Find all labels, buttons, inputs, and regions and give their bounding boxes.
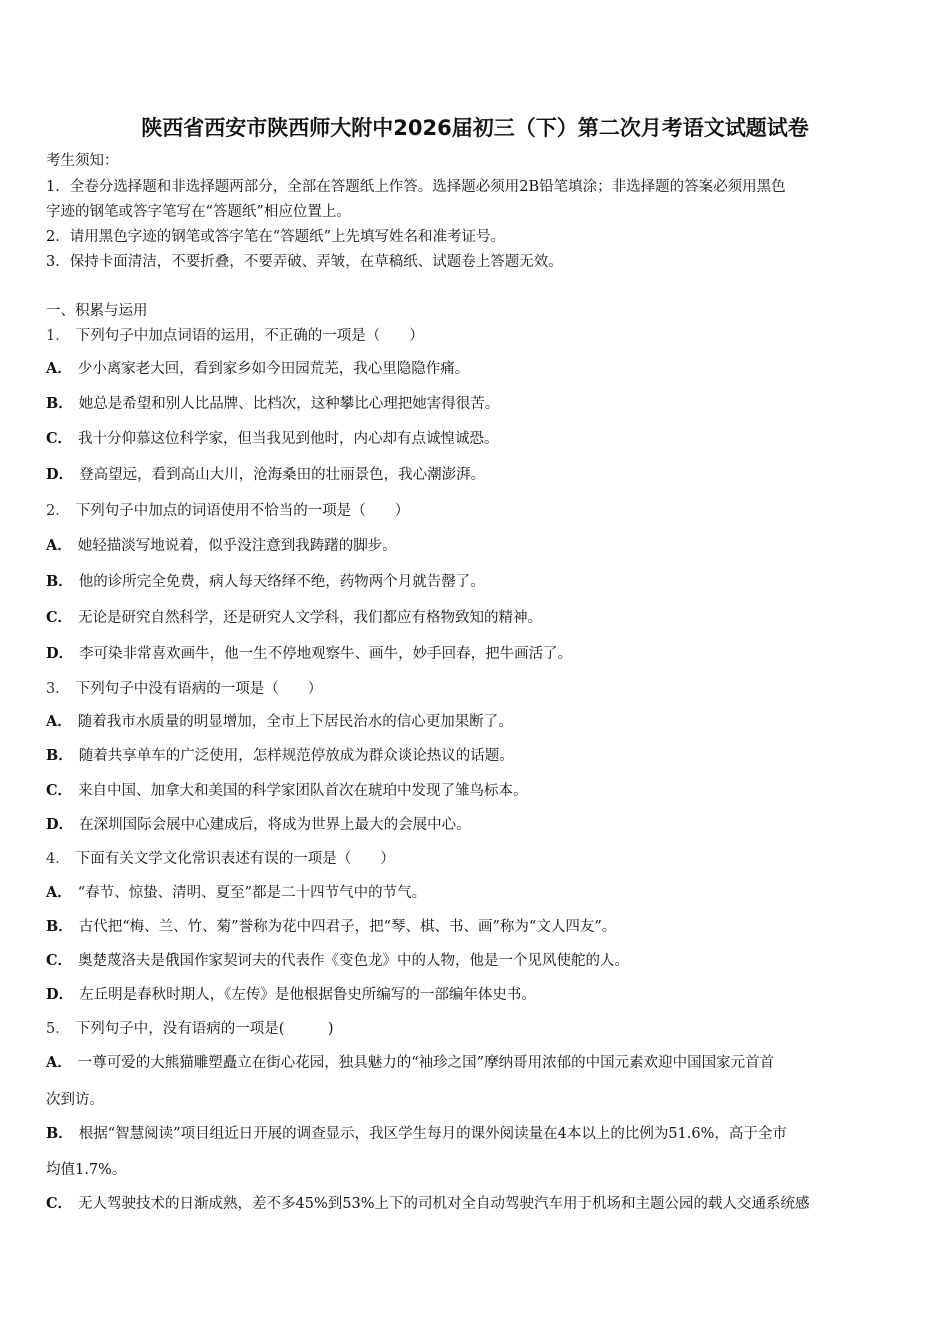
option-row [46, 746, 908, 766]
option-row [46, 394, 908, 414]
option-text: 左丘明是春秋时期人，《左传》是他根据鲁史所编写的一部编年体史书。 [79, 987, 536, 1003]
option-letter: B． [46, 747, 73, 764]
question-stem [46, 1019, 908, 1039]
option-letter: A． [46, 1054, 72, 1071]
option-text: 一尊可爱的大熊猫雕塑矗立在街心花园，独具魅力的“袖珍之国”摩纳哥用浓郁的中国元素欢迎中国国家元首首 [77, 1055, 775, 1071]
option-text: 奥楚蔑洛夫是俄国作家契诃夫的代表作《变色龙》中的人物，他是一个见风使舵的人。 [78, 953, 630, 969]
question-stem [46, 326, 908, 346]
option-letter: A． [46, 360, 72, 377]
question-text: 下列句子中加点的词语使用不恰当的一项是（ ） [75, 503, 410, 519]
option-letter: D． [46, 466, 74, 483]
option-row [46, 1194, 908, 1214]
option-text: 她总是希望和别人比品牌、比档次，这种攀比心理把她害得很苦。 [78, 396, 500, 412]
option-letter: B． [46, 395, 73, 412]
option-row [46, 815, 908, 835]
option-letter: D． [46, 986, 74, 1003]
option-row [46, 359, 908, 379]
option-row [46, 1124, 908, 1144]
question-number: 2． [46, 503, 70, 519]
option-row [46, 917, 908, 937]
question-text: 下列句子中加点词语的运用，不正确的一项是（ ） [75, 328, 424, 344]
option-letter: A． [46, 713, 72, 730]
option-letter: B． [46, 1125, 73, 1142]
question-text: 下列句子中没有语病的一项是（ ） [75, 681, 323, 697]
question-text: 下列句子中，没有语病的一项是( ) [75, 1021, 334, 1037]
option-letter: A． [46, 537, 72, 554]
option-text: 登高望远，看到高山大川，沧海桑田的壮丽景色，我心潮澎湃。 [79, 467, 486, 483]
notice-line: 1．全卷分选择题和非选择题两部分，全部在答题纸上作答。选择题必须用2B铅笔填涂；非选择题的答案必须用黑色 [46, 179, 786, 195]
question-number: 4． [46, 851, 70, 867]
option-continuation: 次到访。 [46, 1092, 104, 1108]
question-number: 1． [46, 328, 70, 344]
option-letter: B． [46, 573, 73, 590]
option-row [46, 781, 908, 801]
option-continuation: 均值1.7%。 [46, 1162, 127, 1178]
option-letter: C． [46, 609, 73, 626]
option-row [46, 429, 908, 449]
question-stem [46, 501, 908, 521]
question-text: 下面有关文学文化常识表述有误的一项是（ ） [75, 851, 395, 867]
option-text: “春节、惊蛰、清明、夏至”都是二十四节气中的节气。 [77, 885, 427, 901]
notice-line: 字迹的钢笔或答字笔写在“答题纸”相应位置上。 [46, 204, 351, 220]
option-letter: B． [46, 918, 73, 935]
option-letter: C． [46, 952, 73, 969]
option-letter: D． [46, 645, 74, 662]
option-text: 在深圳国际会展中心建成后，将成为世界上最大的会展中心。 [79, 817, 471, 833]
option-row [46, 572, 908, 592]
option-text: 根据“智慧阅读”项目组近日开展的调查显示，我区学生每月的课外阅读量在4本以上的比例为51.6%，高于全市 [78, 1126, 787, 1142]
option-row [46, 644, 908, 664]
option-letter: C． [46, 1195, 73, 1212]
option-text: 来自中国、加拿大和美国的科学家团队首次在琥珀中发现了雏鸟标本。 [78, 783, 528, 799]
option-row [46, 1053, 908, 1073]
option-text: 他的诊所完全免费，病人每天络绎不绝，药物两个月就告罄了。 [78, 574, 485, 590]
option-row [46, 883, 908, 903]
page-title: 陕西省西安市陕西师大附中2026届初三（下）第二次月考语文试题试卷 [141, 116, 809, 140]
notice-heading: 考生须知： [46, 153, 119, 169]
option-text: 李可染非常喜欢画牛，他一生不停地观察牛、画牛，妙手回春，把牛画活了。 [79, 646, 573, 662]
option-letter: C． [46, 430, 73, 447]
option-row [46, 951, 908, 971]
option-text: 无人驾驶技术的日渐成熟，差不多45%到53%上下的司机对全自动驾驶汽车用于机场和主题公园的载人交通系统感 [78, 1196, 810, 1212]
option-text: 我十分仰慕这位科学家，但当我见到他时，内心却有点诚惶诚恐。 [78, 431, 499, 447]
option-row [46, 608, 908, 628]
notice-line: 2．请用黑色字迹的钢笔或答字笔在“答题纸”上先填写姓名和准考证号。 [46, 229, 506, 245]
option-letter: A． [46, 884, 72, 901]
option-text: 她轻描淡写地说着，似乎没注意到我踌躇的脚步。 [77, 538, 397, 554]
option-row [46, 985, 908, 1005]
option-text: 随着共享单车的广泛使用，怎样规范停放成为群众谈论热议的话题。 [78, 748, 514, 764]
question-stem [46, 679, 908, 699]
notice-line: 3．保持卡面清洁，不要折叠，不要弄破、弄皱，在草稿纸、试题卷上答题无效。 [46, 254, 563, 270]
section-heading: 一、积累与运用 [46, 303, 148, 319]
question-number: 5． [46, 1021, 70, 1037]
option-row [46, 712, 908, 732]
option-text: 古代把“梅、兰、竹、菊”誉称为花中四君子，把“琴、棋、书、画”称为“文人四友”。 [78, 919, 617, 935]
option-row [46, 536, 908, 556]
question-stem [46, 849, 908, 869]
option-letter: D． [46, 816, 74, 833]
option-letter: C． [46, 782, 73, 799]
option-text: 少小离家老大回，看到家乡如今田园荒芜，我心里隐隐作痛。 [77, 361, 470, 377]
option-text: 随着我市水质量的明显增加，全市上下居民治水的信心更加果断了。 [77, 714, 513, 730]
question-number: 3． [46, 681, 70, 697]
option-text: 无论是研究自然科学，还是研究人文学科，我们都应有格物致知的精神。 [78, 610, 543, 626]
option-row [46, 465, 908, 485]
